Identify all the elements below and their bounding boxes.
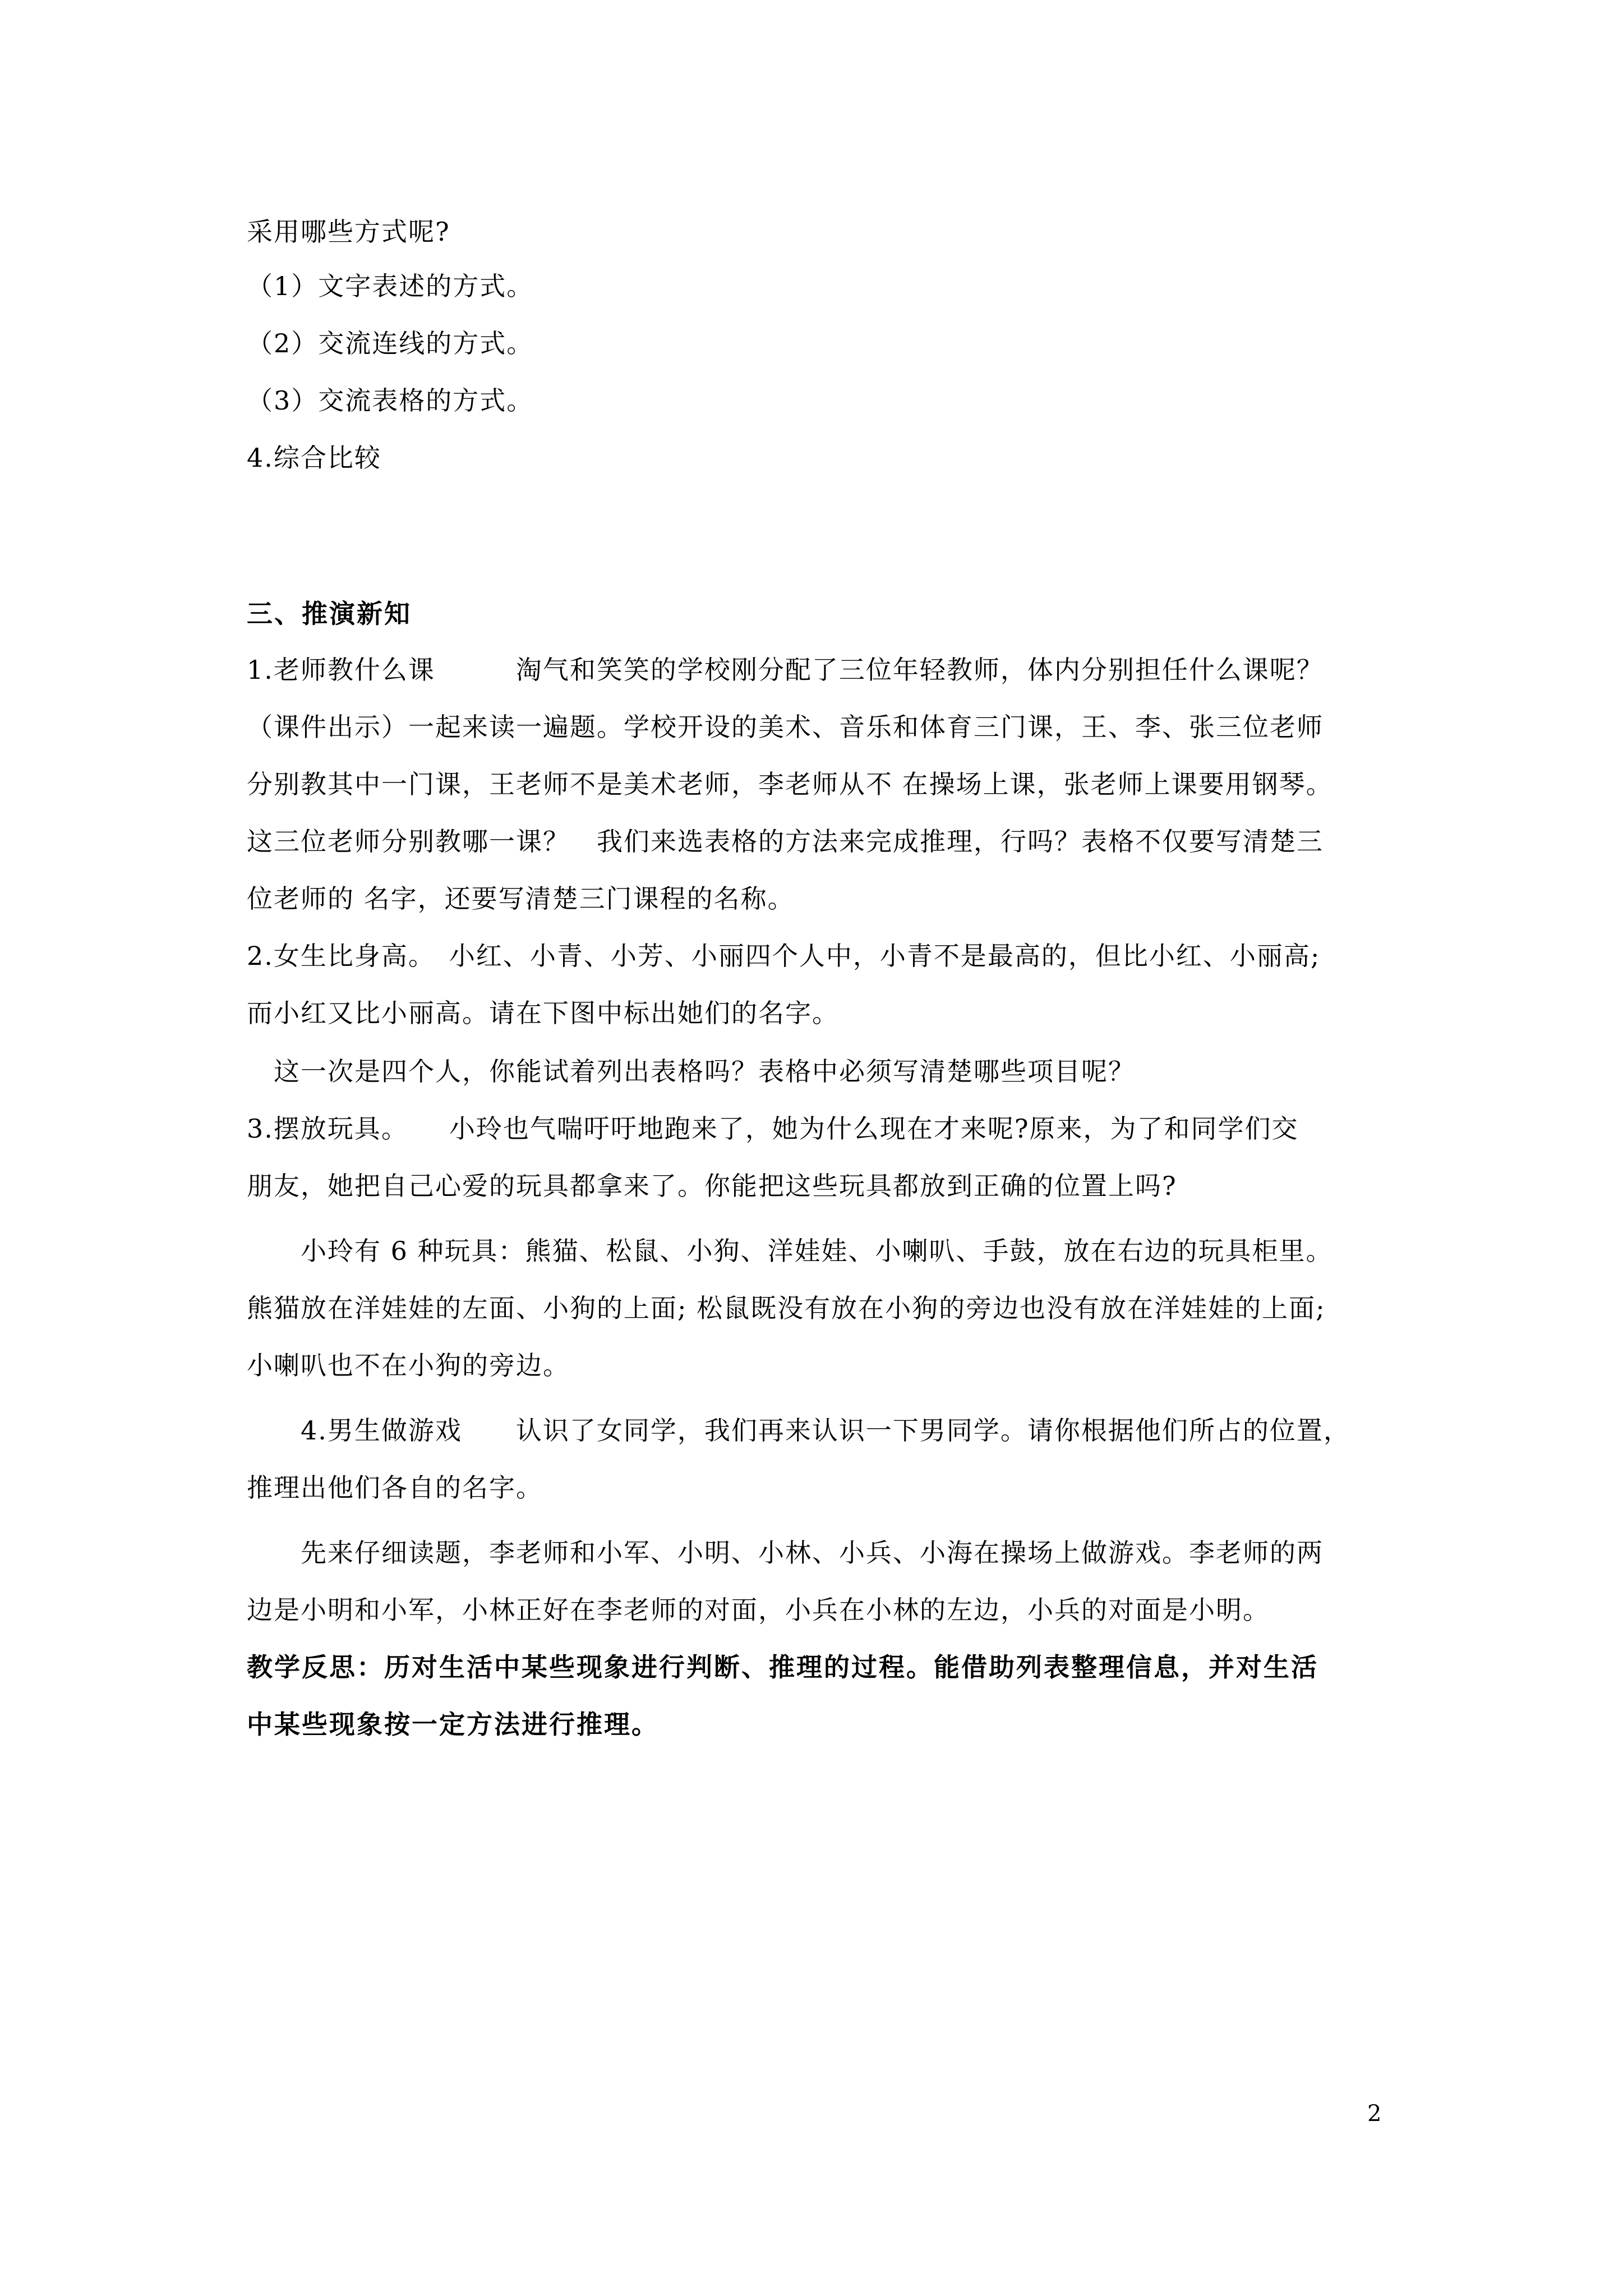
text-line: 这一次是四个人，你能试着列出表格吗？表格中必须写清楚哪些项目呢？ bbox=[247, 1056, 1135, 1087]
text-line: （3）交流表格的方式。 bbox=[247, 385, 534, 416]
text-line: 而小红又比小丽高。请在下图中标出她们的名字。 bbox=[247, 998, 839, 1028]
text-line: 推理出他们各自的名字。 bbox=[247, 1473, 543, 1503]
text-line: 采用哪些方式呢? bbox=[247, 217, 450, 247]
text-line: 位老师的 名字，还要写清楚三门课程的名称。 bbox=[247, 884, 795, 914]
text-line: 小玲有 6 种玩具：熊猫、松鼠、小狗、洋娃娃、小喇叭、手鼓，放在右边的玩具柜里。 bbox=[247, 1236, 1333, 1266]
text-line: 4.男生做游戏 认识了女同学，我们再来认识一下男同学。请你根据他们所占的位置， bbox=[247, 1415, 1350, 1446]
text-line: （2）交流连线的方式。 bbox=[247, 328, 534, 358]
text-line: 边是小明和小军，小林正好在李老师的对面，小兵在小林的左边，小兵的对面是小明。 bbox=[247, 1595, 1270, 1625]
text-line: 3.摆放玩具。 小玲也气喘吁吁地跑来了，她为什么现在才来呢?原来，为了和同学们交 bbox=[247, 1114, 1299, 1144]
section-heading: 三、推演新知 bbox=[247, 599, 412, 629]
teaching-reflection: 中某些现象按一定方法进行推理。 bbox=[247, 1709, 659, 1740]
text-line: （课件出示）一起来读一遍题。学校开设的美术、音乐和体育三门课，王、李、张三位老师 bbox=[247, 712, 1324, 742]
text-line: 朋友，她把自己心爱的玩具都拿来了。你能把这些玩具都放到正确的位置上吗? bbox=[247, 1171, 1177, 1201]
text-line: 这三位老师分别教哪一课？ 我们来选表格的方法来完成推理，行吗？表格不仅要写清楚三 bbox=[247, 826, 1324, 857]
text-line: 4.综合比较 bbox=[247, 443, 381, 473]
text-line: 小喇叭也不在小狗的旁边。 bbox=[247, 1350, 570, 1381]
text-line: 先来仔细读题，李老师和小军、小明、小林、小兵、小海在操场上做游戏。李老师的两 bbox=[247, 1538, 1324, 1568]
text-line: 2.女生比身高。 小红、小青、小芳、小丽四个人中，小青不是最高的，但比小红、小丽高; bbox=[247, 941, 1321, 971]
text-line: （1）文字表述的方式。 bbox=[247, 271, 534, 301]
page-number: 2 bbox=[1367, 2101, 1382, 2127]
text-line: 1.老师教什么课 淘气和笑笑的学校刚分配了三位年轻教师，体内分别担任什么课呢？ bbox=[247, 655, 1324, 685]
teaching-reflection: 教学反思：历对生活中某些现象进行判断、推理的过程。能借助列表整理信息，并对生活 bbox=[247, 1652, 1318, 1682]
text-line: 熊猫放在洋娃娃的左面、小狗的上面; 松鼠既没有放在小狗的旁边也没有放在洋娃娃的上面; bbox=[247, 1293, 1326, 1323]
text-line: 分别教其中一门课，王老师不是美术老师，李老师从不 在操场上课，张老师上课要用钢琴。 bbox=[247, 769, 1333, 799]
